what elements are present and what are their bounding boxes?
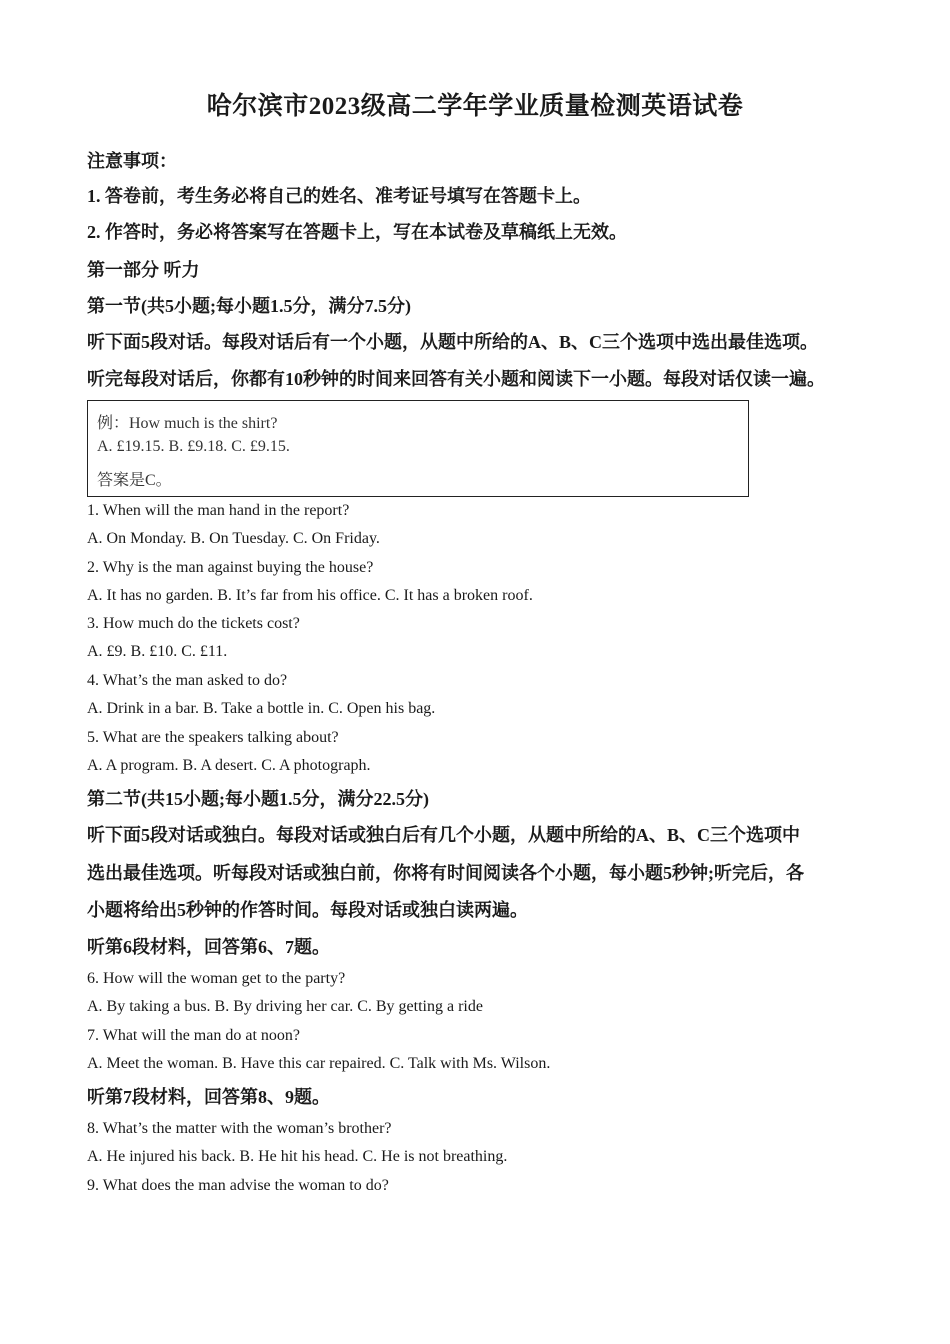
material-7-heading: 听第7段材料，回答第8、9题。 bbox=[87, 1087, 330, 1107]
question-2: 2. Why is the man against buying the house? bbox=[87, 559, 374, 576]
section2-instruction-3: 小题将给出5秒钟的作答时间。每段对话或独白读两遍。 bbox=[87, 900, 528, 920]
question-7-options: A. Meet the woman. B. Have this car repaired. C. Talk with Ms. Wilson. bbox=[87, 1055, 551, 1072]
part1-heading: 第一部分 听力 bbox=[87, 260, 200, 280]
example-question: 例：How much is the shirt? bbox=[97, 415, 278, 432]
question-2-options: A. It has no garden. B. It’s far from his office. C. It has a broken roof. bbox=[87, 587, 533, 604]
page-title: 哈尔滨市2023级高二学年学业质量检测英语试卷 bbox=[206, 93, 744, 120]
section2-instruction-1: 听下面5段对话或独白。每段对话或独白后有几个小题，从题中所给的A、B、C三个选项中 bbox=[87, 825, 800, 845]
question-3: 3. How much do the tickets cost? bbox=[87, 615, 300, 632]
notice-heading: 注意事项： bbox=[87, 151, 177, 171]
question-5-options: A. A program. B. A desert. C. A photograph. bbox=[87, 757, 371, 774]
question-5: 5. What are the speakers talking about? bbox=[87, 729, 339, 746]
example-box bbox=[87, 400, 749, 497]
question-1: 1. When will the man hand in the report? bbox=[87, 502, 350, 519]
section1-instruction-1: 听下面5段对话。每段对话后有一个小题，从题中所给的A、B、C三个选项中选出最佳选项。 bbox=[87, 332, 818, 352]
example-options: A. £19.15. B. £9.18. C. £9.15. bbox=[97, 438, 290, 455]
question-4: 4. What’s the man asked to do? bbox=[87, 672, 288, 689]
question-4-options: A. Drink in a bar. B. Take a bottle in. C. Open his bag. bbox=[87, 700, 436, 717]
section1-heading: 第一节(共5小题;每小题1.5分，满分7.5分) bbox=[87, 296, 411, 316]
question-9: 9. What does the man advise the woman to do? bbox=[87, 1177, 389, 1194]
example-answer: 答案是C。 bbox=[97, 472, 172, 489]
question-8: 8. What’s the matter with the woman’s brother? bbox=[87, 1120, 392, 1137]
question-6-options: A. By taking a bus. B. By driving her car. C. By getting a ride bbox=[87, 998, 483, 1015]
question-6: 6. How will the woman get to the party? bbox=[87, 970, 346, 987]
question-8-options: A. He injured his back. B. He hit his head. C. He is not breathing. bbox=[87, 1148, 508, 1165]
material-6-heading: 听第6段材料，回答第6、7题。 bbox=[87, 937, 330, 957]
notice-item-2: 2. 作答时，务必将答案写在答题卡上，写在本试卷及草稿纸上无效。 bbox=[87, 222, 627, 242]
notice-item-1: 1. 答卷前，考生务必将自己的姓名、准考证号填写在答题卡上。 bbox=[87, 186, 591, 206]
section2-heading: 第二节(共15小题;每小题1.5分，满分22.5分) bbox=[87, 789, 429, 809]
section1-instruction-2: 听完每段对话后，你都有10秒钟的时间来回答有关小题和阅读下一小题。每段对话仅读一遍。 bbox=[87, 369, 825, 389]
question-1-options: A. On Monday. B. On Tuesday. C. On Friday. bbox=[87, 530, 380, 547]
section2-instruction-2: 选出最佳选项。听每段对话或独白前，你将有时间阅读各个小题，每小题5秒钟;听完后，各 bbox=[87, 863, 804, 883]
question-3-options: A. £9. B. £10. C. £11. bbox=[87, 643, 228, 660]
question-7: 7. What will the man do at noon? bbox=[87, 1027, 300, 1044]
